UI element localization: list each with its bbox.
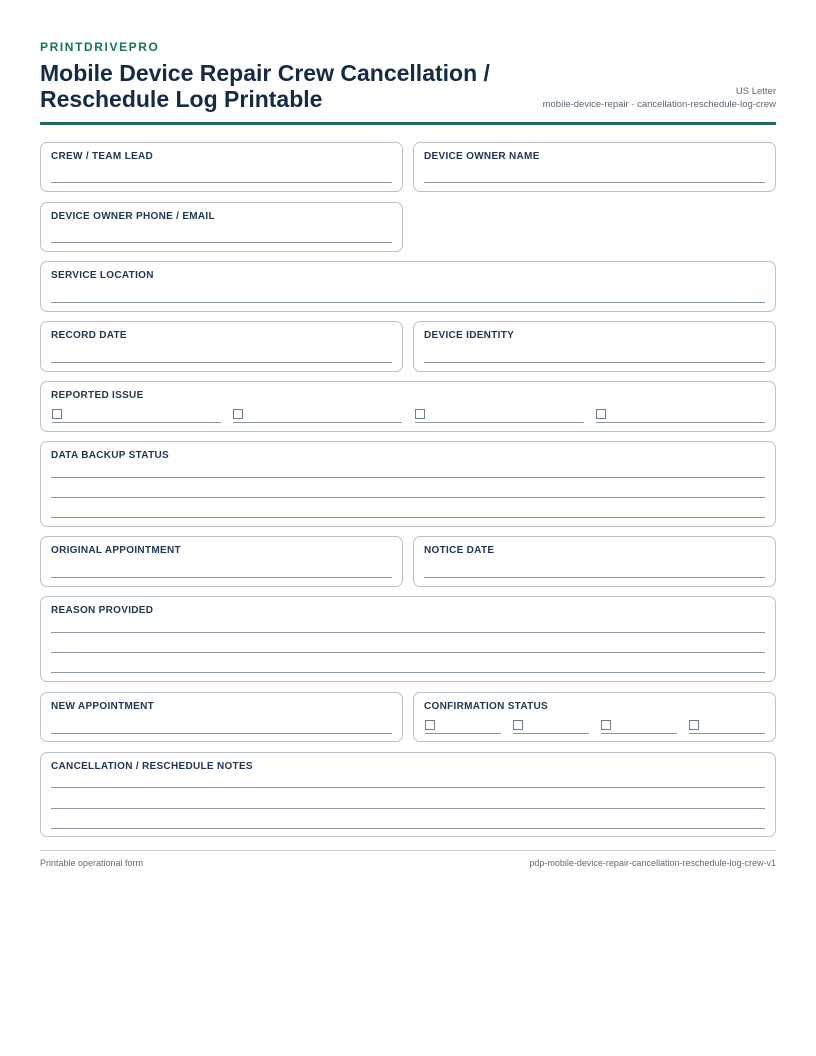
device-identity-write-line[interactable] [424, 362, 765, 363]
reported-issue-field [40, 381, 776, 432]
data-backup-field[interactable] [40, 441, 776, 527]
owner-contact-label: DEVICE OWNER PHONE / EMAIL [51, 211, 215, 222]
page-title: Mobile Device Repair Crew Cancellation / Reschedule Log Printable [40, 60, 490, 112]
notes-write-line-2[interactable] [51, 808, 765, 809]
reported-issue-label: REPORTED ISSUE [51, 390, 144, 401]
document-meta [543, 85, 776, 111]
original-appointment-label: ORIGINAL APPOINTMENT [51, 545, 181, 556]
owner-name-field[interactable] [413, 142, 776, 192]
crew-lead-write-line[interactable] [51, 182, 392, 183]
confirmation-option-line-4[interactable] [689, 733, 765, 734]
data-backup-write-line-3[interactable] [51, 517, 765, 518]
reported-issue-option-line-2[interactable] [233, 422, 402, 423]
confirmation-option-line-1[interactable] [425, 733, 501, 734]
record-date-field[interactable] [40, 321, 403, 372]
new-appointment-label: NEW APPOINTMENT [51, 701, 155, 712]
crew-lead-field[interactable] [40, 142, 403, 192]
notes-field[interactable] [40, 752, 776, 837]
owner-name-label: DEVICE OWNER NAME [424, 151, 540, 162]
notice-date-label: NOTICE DATE [424, 545, 495, 556]
confirmation-option-line-3[interactable] [601, 733, 677, 734]
confirmation-option-line-2[interactable] [513, 733, 589, 734]
reason-provided-field[interactable] [40, 596, 776, 682]
footer-form-type: Printable operational form [40, 858, 144, 868]
reason-write-line-2[interactable] [51, 652, 765, 653]
confirmation-checkbox-4[interactable] [689, 720, 699, 730]
reported-issue-checkbox-1[interactable] [52, 409, 62, 419]
crew-lead-label: CREW / TEAM LEAD [51, 151, 154, 162]
reason-provided-label: REASON PROVIDED [51, 605, 154, 616]
confirmation-checkbox-2[interactable] [513, 720, 523, 730]
notes-write-line-3[interactable] [51, 828, 765, 829]
brand-logo-text: PRINTDRIVEPRO [40, 40, 160, 54]
service-location-label: SERVICE LOCATION [51, 270, 154, 281]
paper-size-label: US Letter [735, 86, 776, 97]
notice-date-field[interactable] [413, 536, 776, 587]
original-appointment-field[interactable] [40, 536, 403, 587]
record-date-write-line[interactable] [51, 362, 392, 363]
owner-contact-field[interactable] [40, 202, 403, 252]
footer-divider [40, 850, 776, 851]
data-backup-write-line-1[interactable] [51, 477, 765, 478]
confirmation-status-field [413, 692, 776, 742]
data-backup-write-line-2[interactable] [51, 497, 765, 498]
confirmation-checkbox-1[interactable] [425, 720, 435, 730]
device-identity-field[interactable] [413, 321, 776, 372]
reported-issue-checkbox-4[interactable] [596, 409, 606, 419]
device-identity-label: DEVICE IDENTITY [424, 330, 515, 341]
reason-write-line-3[interactable] [51, 672, 765, 673]
reported-issue-checkbox-3[interactable] [415, 409, 425, 419]
notes-label: CANCELLATION / RESCHEDULE NOTES [51, 761, 253, 772]
reported-issue-checkbox-2[interactable] [233, 409, 243, 419]
service-location-write-line[interactable] [51, 302, 765, 303]
notes-write-line-1[interactable] [51, 787, 765, 788]
original-appointment-write-line[interactable] [51, 577, 392, 578]
record-date-label: RECORD DATE [51, 330, 127, 341]
data-backup-label: DATA BACKUP STATUS [51, 450, 169, 461]
document-slug: mobile-device-repair · cancellation-reschedule-log-crew [542, 99, 776, 110]
notice-date-write-line[interactable] [424, 577, 765, 578]
footer-form-id: pdp-mobile-device-repair-cancellation-reschedule-log-crew-v1 [529, 858, 776, 868]
reason-write-line-1[interactable] [51, 632, 765, 633]
new-appointment-field[interactable] [40, 692, 403, 742]
confirmation-checkbox-3[interactable] [601, 720, 611, 730]
service-location-field[interactable] [40, 261, 776, 312]
reported-issue-option-line-4[interactable] [596, 422, 765, 423]
reported-issue-option-line-3[interactable] [415, 422, 584, 423]
reported-issue-option-line-1[interactable] [52, 422, 221, 423]
new-appointment-write-line[interactable] [51, 733, 392, 734]
confirmation-status-label: CONFIRMATION STATUS [424, 701, 549, 712]
header-divider [40, 122, 776, 125]
owner-contact-write-line[interactable] [51, 242, 392, 243]
owner-name-write-line[interactable] [424, 182, 765, 183]
